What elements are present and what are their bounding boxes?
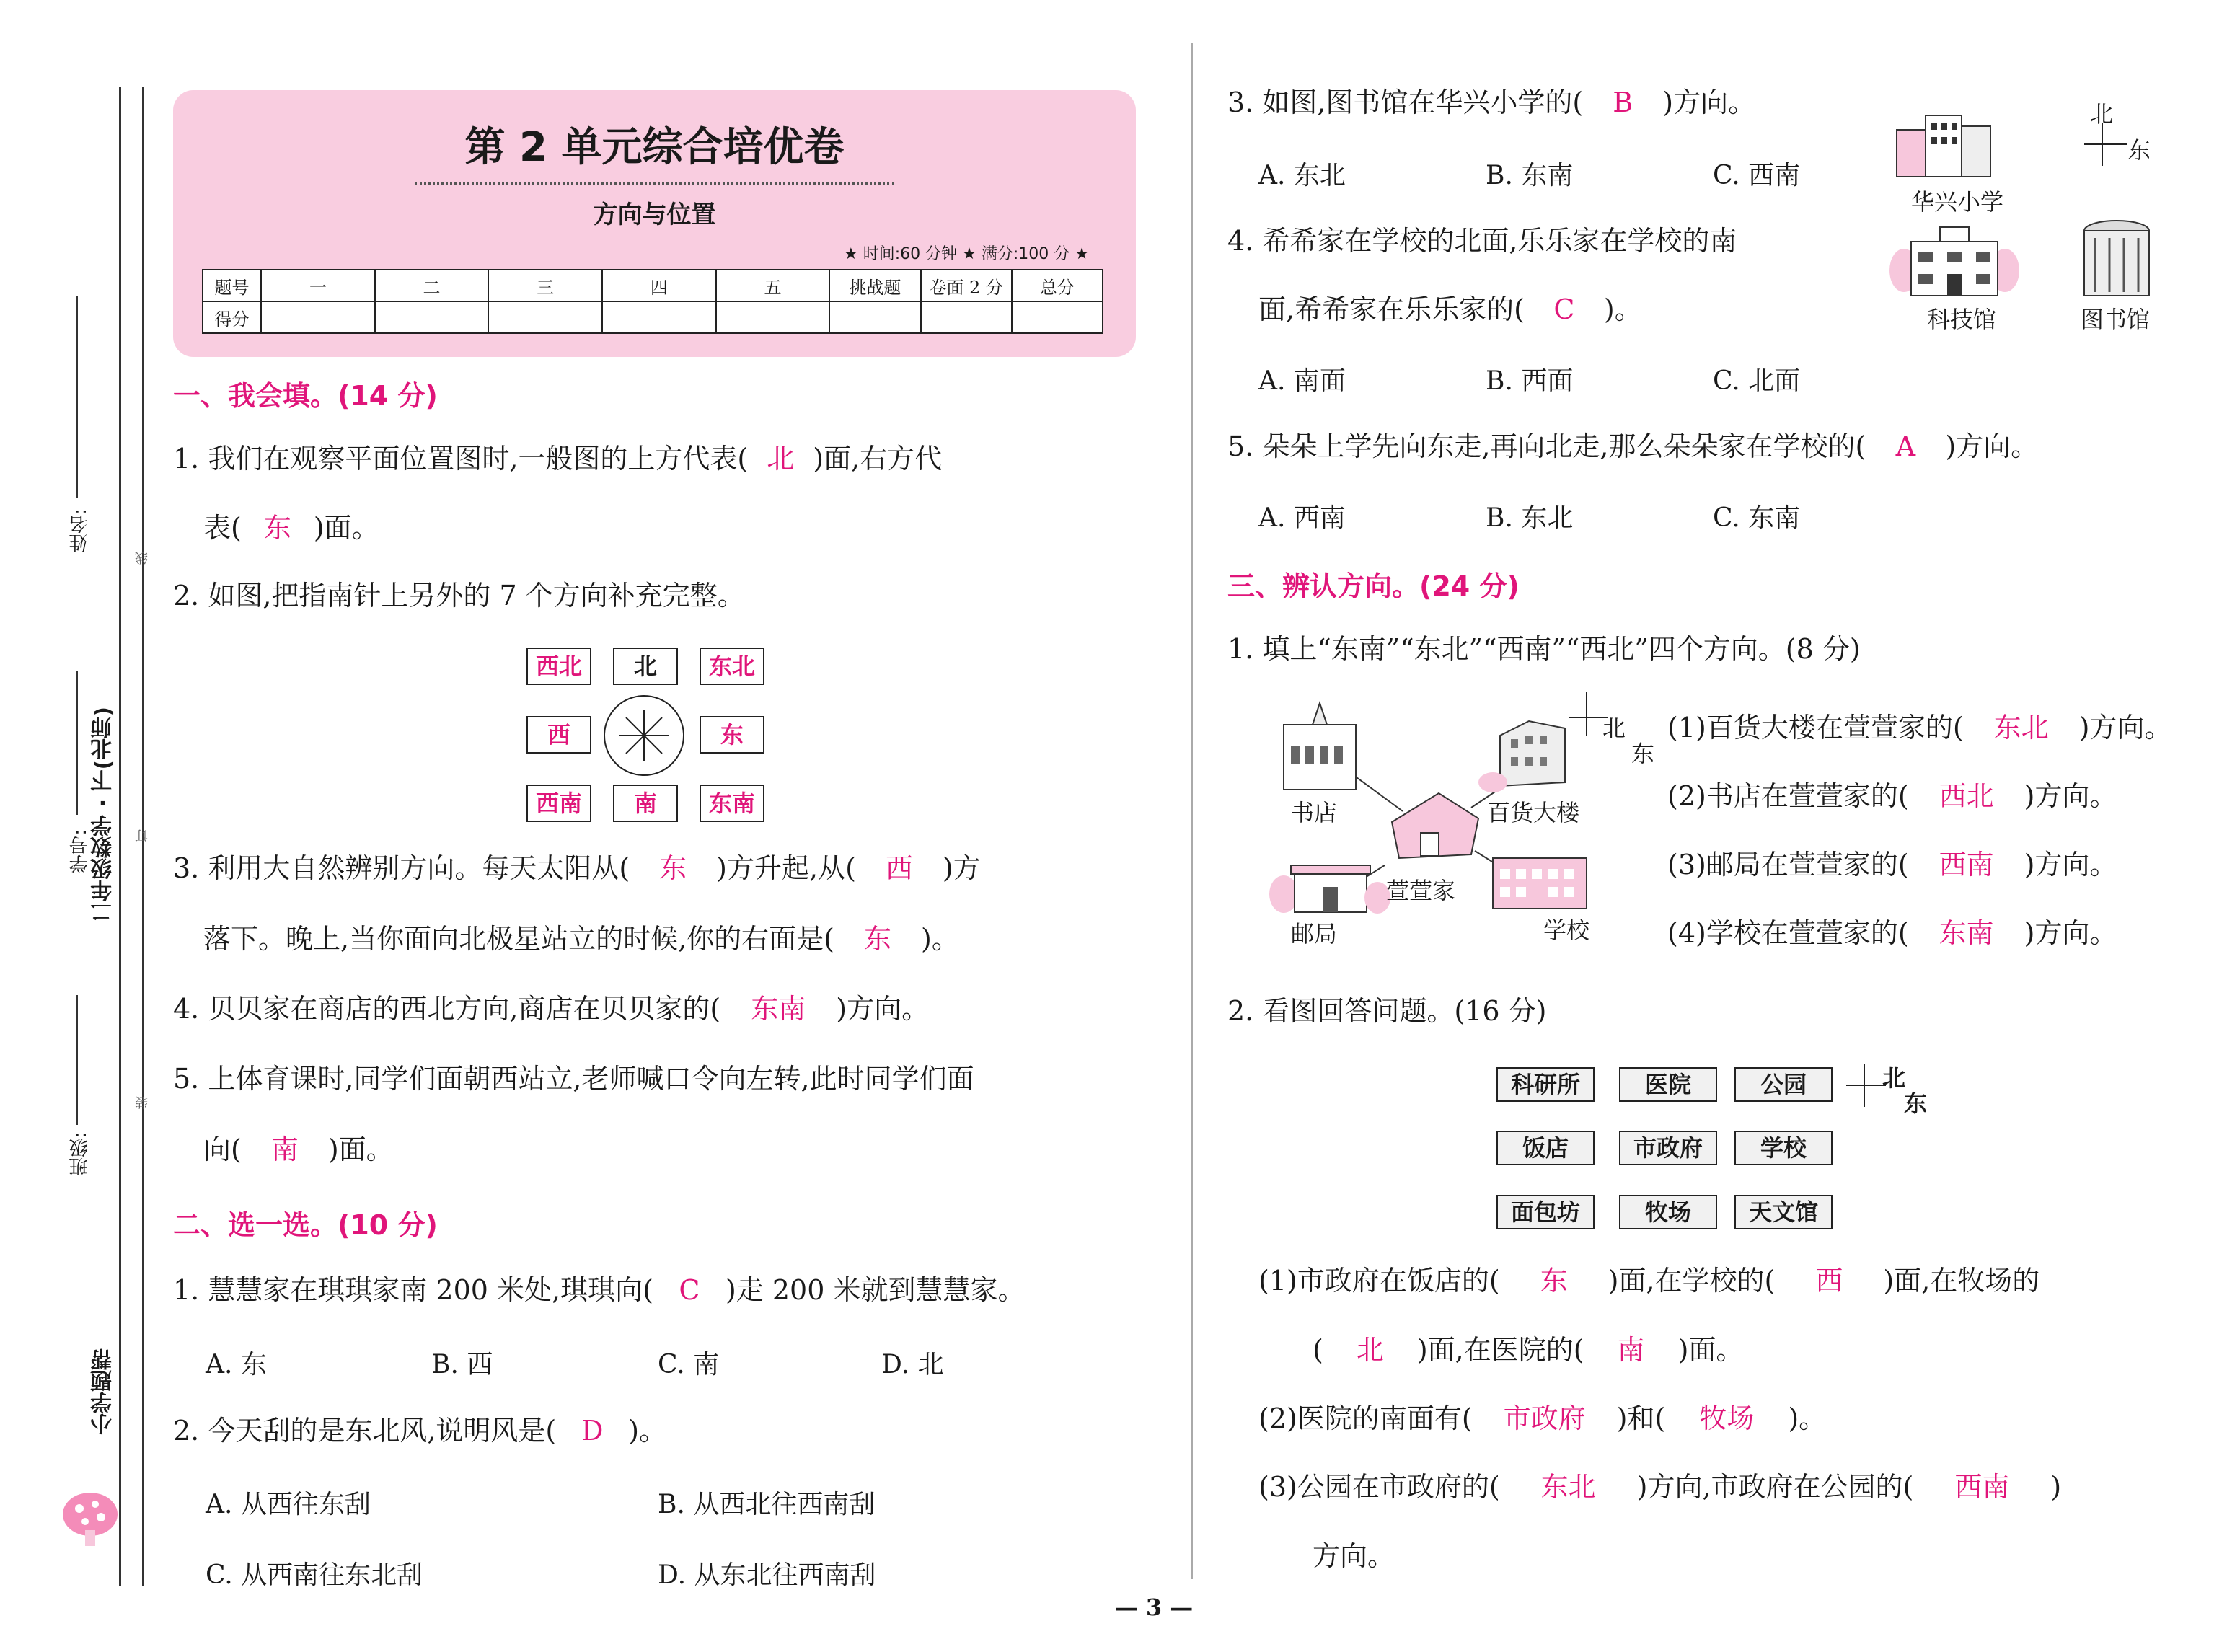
option: A. 东 — [206, 1350, 267, 1379]
q-text: )方向。 — [1662, 87, 1756, 118]
mushroom-logo — [58, 1485, 123, 1550]
map-label-tech: 科技馆 — [1927, 306, 1997, 333]
id-blank-line — [76, 671, 78, 815]
name-label: 姓名: — [69, 508, 91, 552]
s3-q2-s3-line1 — [1258, 1470, 2061, 1504]
page-title: 第 2 单元综合培优卷 — [464, 124, 845, 171]
name-blank-line — [76, 296, 78, 498]
table-cell: 卷面 2 分 — [921, 270, 1012, 301]
s1-q5-line1: 5. 上体育课时,同学们面朝西站立,老师喊口令向左转,此时同学们面 — [173, 1063, 974, 1095]
grid-cell: 科研所 — [1496, 1067, 1595, 1102]
compass-rose-icon — [601, 692, 687, 779]
answer: 东北 — [1540, 1471, 1596, 1503]
compass-sw: 西南 — [526, 785, 591, 822]
score-input[interactable] — [488, 301, 602, 333]
score-input[interactable] — [602, 301, 716, 333]
class-label: 班级: — [69, 1132, 91, 1176]
section3-heading: 三、辨认方向。(24 分) — [1227, 570, 1520, 602]
q-text: 面,希希家在乐乐家的( — [1258, 293, 1525, 325]
compass-nw: 西北 — [526, 648, 591, 685]
table-cell: 一 — [261, 270, 375, 301]
q-text: 3. 利用大自然辨别方向。每天太阳从( — [173, 852, 630, 884]
option: A. 南面 — [1258, 366, 1346, 396]
cut-char-line: 线 — [135, 552, 150, 565]
option: C. 南 — [658, 1350, 720, 1379]
s3-q2-s1-line1 — [1258, 1263, 2039, 1298]
grid-cell: 牧场 — [1619, 1195, 1717, 1229]
s3-q1-item4 — [1667, 916, 2117, 950]
q-text: 4. 贝贝家在商店的西北方向,商店在贝贝家的( — [173, 993, 721, 1025]
q-text: )方向。 — [2024, 849, 2117, 880]
q-text: (2)书店在萱萱家的( — [1667, 780, 1909, 812]
table-cell: 题号 — [203, 270, 261, 301]
q-text: (1)百货大楼在萱萱家的( — [1667, 712, 1964, 743]
home-icon — [1392, 793, 1478, 858]
class-blank-line — [76, 995, 78, 1125]
score-table-header-row — [203, 270, 1103, 301]
table-cell: 二 — [375, 270, 489, 301]
answer: A — [1895, 430, 1916, 462]
compass-north-label: 北 — [2090, 100, 2114, 128]
option: D. 从东北往西南刮 — [658, 1560, 876, 1590]
score-input[interactable] — [716, 301, 830, 333]
q-text: )。 — [921, 923, 959, 955]
book-label: 二年级数学 · 下(北师) — [91, 707, 116, 923]
s1-q5-line2 — [203, 1132, 394, 1167]
score-table — [202, 269, 1103, 334]
option: D. 北 — [881, 1350, 944, 1379]
compass-w: 西 — [526, 716, 591, 754]
map-label-school2: 学校 — [1543, 916, 1590, 944]
q-text: )和( — [1616, 1403, 1666, 1434]
s1-q2-text: 2. 如图,把指南针上另外的 7 个方向补充完整。 — [173, 580, 745, 611]
score-input[interactable] — [1012, 301, 1103, 333]
answer: 东 — [863, 923, 891, 955]
option: B. 东北 — [1486, 503, 1574, 533]
answer: 东 — [1540, 1265, 1568, 1297]
column-divider — [1191, 43, 1193, 1579]
compass-east-label: 东 — [2127, 136, 2151, 164]
q-text: 1. 我们在观察平面位置图时,一般图的上方代表( — [173, 443, 749, 474]
q-text: (1)市政府在饭店的( — [1258, 1265, 1500, 1297]
time-info: ★ 时间:60 分钟 ★ 满分:100 分 ★ — [844, 245, 1089, 263]
option: B. 东南 — [1486, 161, 1574, 190]
q-text: )方 — [942, 852, 981, 884]
title-divider — [415, 182, 894, 185]
s1-q3-line1 — [173, 851, 981, 885]
s3-q2-s2 — [1258, 1401, 1826, 1436]
s2-q4-line1: 4. 希希家在学校的北面,乐乐家在学校的南 — [1227, 225, 1737, 257]
answer: C — [679, 1274, 700, 1306]
s3-q1-item1 — [1667, 710, 2171, 745]
answer: C — [1553, 293, 1575, 325]
q-text: (3)邮局在萱萱家的( — [1667, 849, 1909, 880]
grid-cell: 天文馆 — [1734, 1195, 1833, 1229]
s1-q1-line2 — [203, 511, 379, 545]
q-text: (2)医院的南面有( — [1258, 1403, 1473, 1434]
q-text: )面,在医院的( — [1416, 1334, 1584, 1366]
table-cell: 挑战题 — [829, 270, 920, 301]
grid-cell: 公园 — [1734, 1067, 1833, 1102]
s1-q1-line1 — [173, 441, 942, 476]
s3-q1-text: 1. 填上“东南”“东北”“西南”“西北”四个方向。(8 分) — [1227, 633, 1861, 665]
answer: D — [581, 1415, 604, 1446]
s2-q3 — [1227, 85, 1755, 120]
grid-cell: 市政府 — [1619, 1131, 1717, 1165]
answer: 西北 — [1939, 780, 1994, 812]
q-text: )面。 — [313, 512, 379, 544]
s3-q2-s3-line2: 方向。 — [1313, 1540, 1395, 1572]
compass-se: 东南 — [700, 785, 764, 822]
map-label-post: 邮局 — [1291, 920, 1338, 948]
q-text: )方向。 — [836, 993, 930, 1025]
table-cell: 四 — [602, 270, 716, 301]
q-text: )面,右方代 — [813, 443, 943, 474]
grid-cell: 面包坊 — [1496, 1195, 1595, 1229]
s3-q2-text: 2. 看图回答问题。(16 分) — [1227, 995, 1547, 1027]
grid-cell: 医院 — [1619, 1067, 1717, 1102]
score-input[interactable] — [829, 301, 920, 333]
answer: 东北 — [1993, 712, 2049, 743]
score-input[interactable] — [921, 301, 1012, 333]
score-table-score-row — [203, 301, 1103, 333]
q-text: 2. 今天刮的是东北风,说明风是( — [173, 1415, 557, 1446]
grid-cell: 学校 — [1734, 1131, 1833, 1165]
q-text: )。 — [1788, 1403, 1827, 1434]
score-input[interactable] — [261, 301, 375, 333]
option: A. 从西往东刮 — [206, 1490, 371, 1519]
q-text: 表( — [203, 512, 242, 544]
table-cell: 得分 — [203, 301, 261, 333]
q-text: )面,在牧场的 — [1883, 1265, 2040, 1297]
q-text: 向( — [203, 1134, 242, 1165]
s2-q2 — [173, 1413, 666, 1448]
answer: 西 — [885, 852, 913, 884]
compass-north-label: 北 — [1602, 715, 1626, 742]
compass-e: 东 — [700, 716, 764, 754]
answer: 北 — [1356, 1334, 1384, 1366]
q-text: )方向,市政府在公园的( — [1636, 1471, 1914, 1503]
option: A. 东北 — [1258, 161, 1346, 190]
answer: B — [1613, 87, 1633, 118]
q-text: )方向。 — [2024, 917, 2117, 949]
q-text: )面,在学校的( — [1608, 1265, 1776, 1297]
section2-heading: 二、选一选。(10 分) — [173, 1209, 438, 1241]
answer: 东 — [659, 852, 687, 884]
department-store-icon — [1478, 721, 1565, 792]
map-label-library: 图书馆 — [2081, 306, 2151, 333]
q-text: 落下。晚上,当你面向北极星站立的时候,你的右面是( — [203, 923, 834, 955]
q-text: )方向。 — [2078, 712, 2172, 743]
answer: 西南 — [1939, 849, 1994, 880]
map-label-home: 萱萱家 — [1386, 877, 1456, 904]
compass-east-label: 东 — [1904, 1090, 1928, 1117]
q-text: )方升起,从( — [716, 852, 856, 884]
q-text: )。 — [628, 1415, 667, 1446]
page-number: — 3 — — [1114, 1594, 1194, 1621]
compass-east-label: 东 — [1631, 740, 1655, 767]
answer: 西 — [1815, 1265, 1843, 1297]
q-text: 5. 朵朵上学先向东走,再向北走,那么朵朵家在学校的( — [1227, 430, 1866, 462]
school-icon — [1493, 858, 1587, 909]
grid-cell: 饭店 — [1496, 1131, 1595, 1165]
s2-q1 — [173, 1273, 1025, 1307]
compass-north-label: 北 — [1882, 1064, 1906, 1092]
q-text: )方向。 — [1945, 430, 2039, 462]
answer: 市政府 — [1503, 1403, 1586, 1434]
q-text: )走 200 米就到慧慧家。 — [725, 1274, 1026, 1306]
option: C. 西南 — [1713, 161, 1801, 190]
s1-q4 — [173, 991, 929, 1026]
q-text: )面。 — [327, 1134, 394, 1165]
answer: 西南 — [1954, 1471, 2010, 1503]
map-label-bookstore: 书店 — [1291, 799, 1338, 826]
cut-char-ding: 订 — [135, 829, 150, 842]
q-text: 1. 慧慧家在琪琪家南 200 米处,琪琪向( — [173, 1274, 653, 1306]
map-label-department: 百货大楼 — [1487, 799, 1580, 826]
option: C. 东南 — [1713, 503, 1801, 533]
q-text: ) — [2050, 1471, 2062, 1503]
s3-q2-s1-line2 — [1313, 1333, 1743, 1367]
option: B. 西 — [431, 1350, 493, 1379]
table-cell: 三 — [488, 270, 602, 301]
map-label-school: 华兴小学 — [1911, 188, 2004, 216]
q-text: )面。 — [1677, 1334, 1744, 1366]
table-cell: 总分 — [1012, 270, 1103, 301]
q-text: (4)学校在萱萱家的( — [1667, 917, 1909, 949]
answer: 东南 — [1939, 917, 1994, 949]
s2-q5 — [1227, 429, 2038, 464]
s1-q3-line2 — [203, 922, 959, 956]
compass-n: 北 — [613, 648, 678, 685]
tech-museum-icon — [1889, 220, 2019, 299]
bookstore-icon — [1284, 703, 1356, 790]
option: A. 西南 — [1258, 503, 1346, 533]
compass-arrow-icon — [2084, 123, 2135, 173]
student-id-label: 学号: — [69, 829, 91, 873]
q-text: )方向。 — [2024, 780, 2117, 812]
answer: 牧场 — [1699, 1403, 1755, 1434]
q-text: )。 — [1603, 293, 1642, 325]
option: C. 从西南往东北刮 — [206, 1560, 423, 1590]
section1-heading: 一、我会填。(14 分) — [173, 380, 438, 412]
q-text: ( — [1313, 1334, 1323, 1366]
table-cell: 五 — [716, 270, 830, 301]
answer: 南 — [270, 1134, 299, 1165]
s3-q1-item2 — [1667, 779, 2117, 813]
s2-q4-line2 — [1258, 292, 1642, 327]
cut-char-zhuang: 装 — [135, 1096, 150, 1109]
q-text: 3. 如图,图书馆在华兴小学的( — [1227, 87, 1584, 118]
option: C. 北面 — [1713, 366, 1801, 396]
page-subtitle: 方向与位置 — [593, 200, 716, 229]
answer: 南 — [1617, 1334, 1645, 1366]
compass-ne: 东北 — [700, 648, 764, 685]
option: B. 从西北往西南刮 — [658, 1490, 876, 1519]
answer: 东 — [263, 512, 291, 544]
brand-label: 小学题帮 — [91, 1348, 116, 1435]
school-building-icon — [1889, 108, 1998, 180]
score-input[interactable] — [375, 301, 489, 333]
answer: 东南 — [751, 993, 806, 1025]
q-text: (3)公园在市政府的( — [1258, 1471, 1500, 1503]
library-building-icon — [2077, 216, 2156, 299]
option: B. 西面 — [1486, 366, 1574, 396]
answer: 北 — [767, 443, 795, 474]
s3-q1-item3 — [1667, 847, 2117, 882]
compass-s: 南 — [613, 785, 678, 822]
